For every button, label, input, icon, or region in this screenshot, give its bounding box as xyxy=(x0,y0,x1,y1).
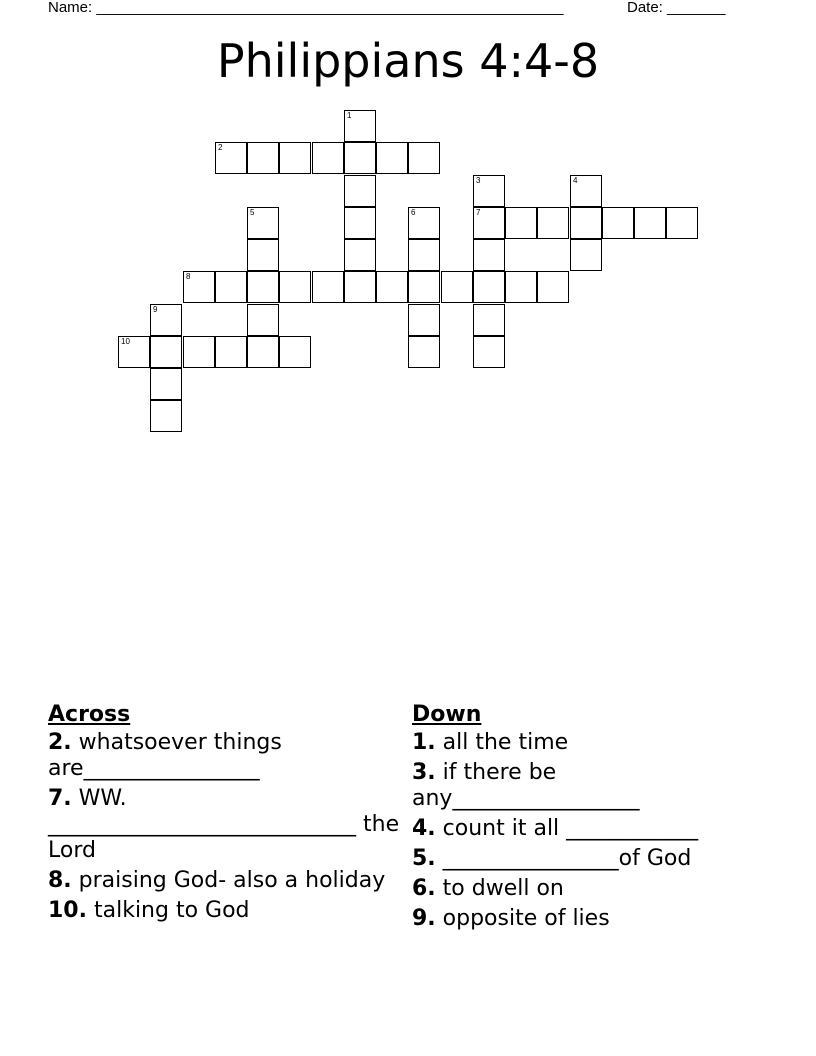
crossword-cell[interactable] xyxy=(570,207,602,239)
cell-number: 5 xyxy=(250,208,255,217)
crossword-cell[interactable] xyxy=(279,336,311,368)
crossword-cell[interactable] xyxy=(344,142,376,174)
crossword-cell[interactable] xyxy=(150,368,182,400)
clue-number: 2. xyxy=(48,730,72,755)
crossword-cell[interactable] xyxy=(634,207,666,239)
down-heading: Down xyxy=(412,702,482,727)
crossword-cell[interactable] xyxy=(537,271,569,303)
down-clue-4 xyxy=(412,816,752,842)
crossword-cell[interactable] xyxy=(344,207,376,239)
across-clues xyxy=(48,702,408,928)
crossword-cell[interactable] xyxy=(473,175,505,207)
page-title: Philippians 4:4-8 xyxy=(216,34,600,88)
crossword-cell[interactable] xyxy=(344,175,376,207)
clue-text: whatsoever things are________________ xyxy=(48,730,282,781)
crossword-cell[interactable] xyxy=(344,271,376,303)
crossword-cell[interactable] xyxy=(279,271,311,303)
cell-number: 9 xyxy=(153,305,158,314)
across-heading: Across xyxy=(48,702,131,727)
crossword-cell[interactable] xyxy=(344,239,376,271)
cell-number: 2 xyxy=(218,143,223,152)
clue-text: opposite of lies xyxy=(435,906,610,931)
clue-text: all the time xyxy=(435,730,569,755)
cell-number: 3 xyxy=(476,176,481,185)
down-clue-1 xyxy=(412,730,752,756)
crossword-cell[interactable] xyxy=(215,271,247,303)
crossword-cell[interactable] xyxy=(150,336,182,368)
crossword-cell[interactable] xyxy=(408,239,440,271)
crossword-cell[interactable] xyxy=(408,142,440,174)
down-clue-9 xyxy=(412,906,752,932)
crossword-cell[interactable] xyxy=(215,336,247,368)
crossword-cell[interactable] xyxy=(183,336,215,368)
clue-text: to dwell on xyxy=(435,876,564,901)
crossword-cell[interactable] xyxy=(570,239,602,271)
crossword-cell[interactable] xyxy=(473,304,505,336)
clue-number: 3. xyxy=(412,760,436,785)
crossword-cell[interactable] xyxy=(505,207,537,239)
crossword-cell[interactable] xyxy=(602,207,634,239)
crossword-grid xyxy=(0,0,816,460)
crossword-cell[interactable] xyxy=(473,207,505,239)
date-field[interactable]: Date: _______ xyxy=(627,0,726,16)
crossword-cell[interactable] xyxy=(505,271,537,303)
clue-number: 8. xyxy=(48,868,72,893)
clue-text: talking to God xyxy=(86,898,250,923)
crossword-cell[interactable] xyxy=(118,336,150,368)
crossword-cell[interactable] xyxy=(408,336,440,368)
down-clue-5 xyxy=(412,846,752,872)
crossword-cell[interactable] xyxy=(247,207,279,239)
crossword-cell[interactable] xyxy=(247,336,279,368)
clue-number: 10. xyxy=(48,898,87,923)
name-field[interactable]: Name: ________________________________________________________ xyxy=(48,0,564,16)
crossword-cell[interactable] xyxy=(376,142,408,174)
cell-number: 4 xyxy=(573,176,578,185)
crossword-cell[interactable] xyxy=(247,142,279,174)
down-clue-3 xyxy=(412,760,752,812)
crossword-cell[interactable] xyxy=(570,175,602,207)
crossword-cell[interactable] xyxy=(312,271,344,303)
cell-number: 7 xyxy=(476,208,481,217)
crossword-cell[interactable] xyxy=(473,336,505,368)
across-clue-2 xyxy=(48,730,408,782)
crossword-cell[interactable] xyxy=(150,304,182,336)
crossword-cell[interactable] xyxy=(441,271,473,303)
clue-text: praising God- also a holiday xyxy=(71,868,386,893)
clue-text: count it all ____________ xyxy=(435,816,699,841)
across-clue-10 xyxy=(48,898,408,924)
cell-number: 8 xyxy=(186,272,191,281)
clue-number: 7. xyxy=(48,786,72,811)
crossword-cell[interactable] xyxy=(247,271,279,303)
crossword-cell[interactable] xyxy=(537,207,569,239)
clue-number: 5. xyxy=(412,846,436,871)
crossword-cell[interactable] xyxy=(473,239,505,271)
cell-number: 10 xyxy=(121,337,130,346)
crossword-cell[interactable] xyxy=(376,271,408,303)
crossword-cell[interactable] xyxy=(408,271,440,303)
down-clues xyxy=(412,702,752,936)
crossword-cell[interactable] xyxy=(279,142,311,174)
crossword-cell[interactable] xyxy=(247,304,279,336)
clue-text: WW. ____________________________ the Lord xyxy=(48,786,400,863)
crossword-cell[interactable] xyxy=(344,110,376,142)
clue-number: 4. xyxy=(412,816,436,841)
crossword-cell[interactable] xyxy=(408,304,440,336)
across-clue-7 xyxy=(48,786,408,864)
crossword-cell[interactable] xyxy=(408,207,440,239)
crossword-cell[interactable] xyxy=(247,239,279,271)
crossword-cell[interactable] xyxy=(312,142,344,174)
clue-number: 1. xyxy=(412,730,436,755)
cell-number: 1 xyxy=(347,111,352,120)
crossword-cell[interactable] xyxy=(150,400,182,432)
crossword-cell[interactable] xyxy=(473,271,505,303)
clue-number: 9. xyxy=(412,906,436,931)
down-clue-6 xyxy=(412,876,752,902)
across-clue-8 xyxy=(48,868,408,894)
crossword-cell[interactable] xyxy=(183,271,215,303)
crossword-cell[interactable] xyxy=(666,207,698,239)
crossword-cell[interactable] xyxy=(215,142,247,174)
clue-number: 6. xyxy=(412,876,436,901)
clue-text: if there be any_________________ xyxy=(412,760,640,811)
cell-number: 6 xyxy=(411,208,416,217)
clue-text: ________________of God xyxy=(435,846,692,871)
